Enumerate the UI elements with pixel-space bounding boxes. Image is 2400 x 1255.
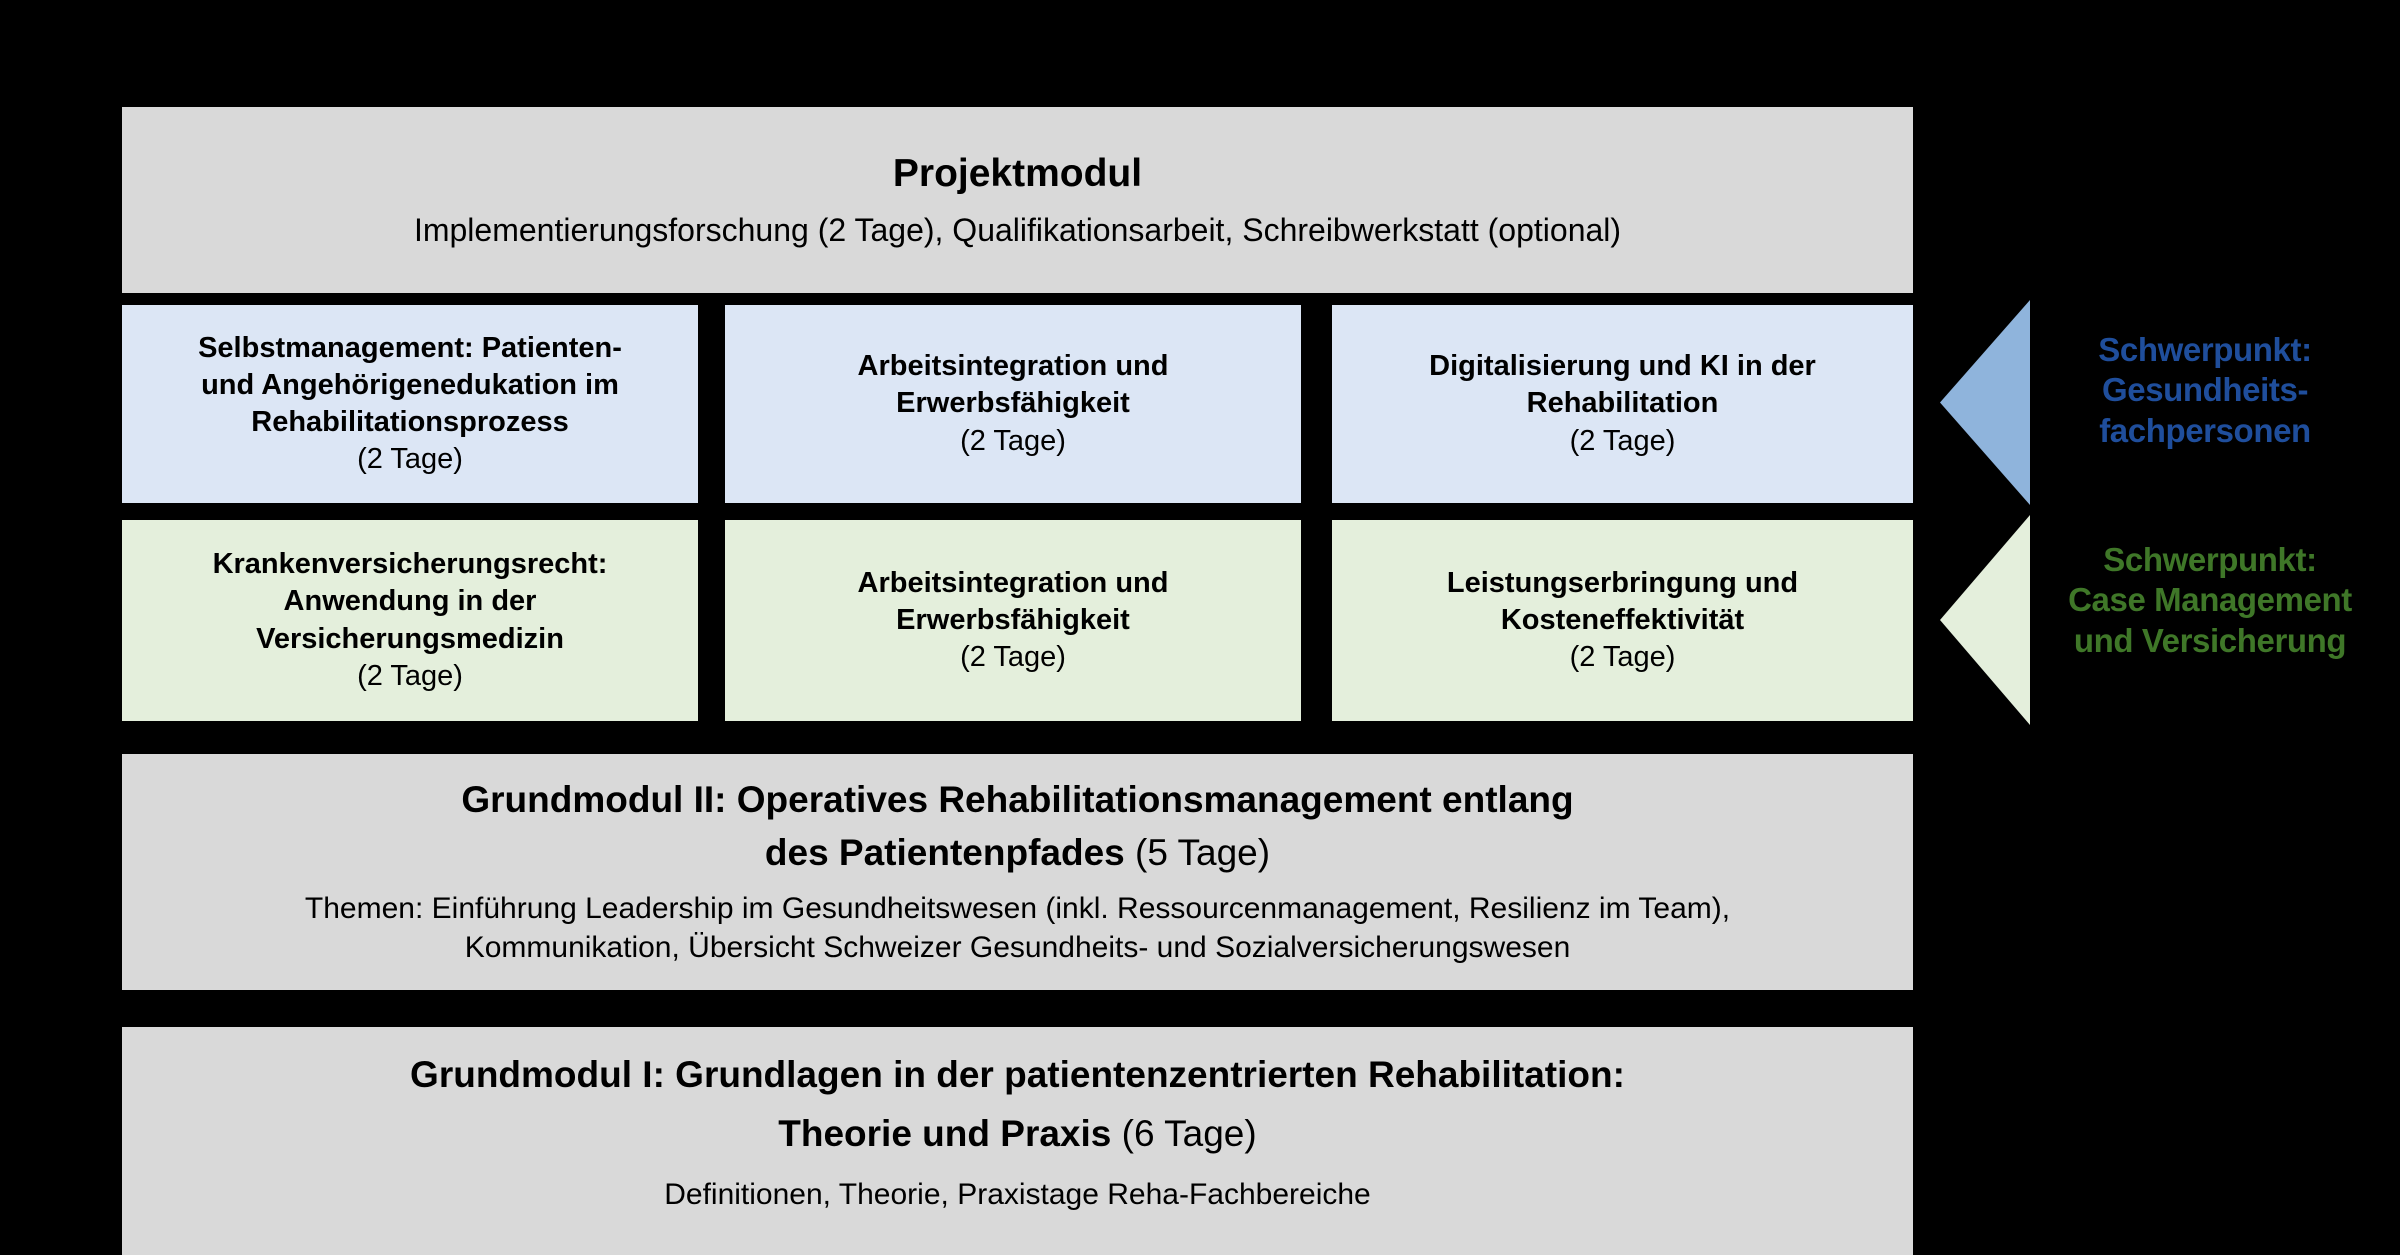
module-duration: (2 Tage) (960, 641, 1066, 674)
grundmodul-2-title-line2 (765, 829, 1270, 876)
module-line: Leistungserbringung und (1446, 566, 1799, 599)
focus-label-gesundheitsfachpersonen (2040, 330, 2370, 451)
module-line: Rehabilitation (1526, 387, 1719, 420)
module-line: Erwerbsfähigkeit (896, 603, 1130, 636)
module-line: Erwerbsfähigkeit (896, 387, 1130, 420)
grundmodul-1-title-line2-bold: Theorie und Praxis (778, 1113, 1112, 1155)
focus-label-line: Gesundheits- (2101, 371, 2309, 409)
grundmodul-1-subtitle: Definitionen, Theorie, Praxistage Reha-Fachbereiche (664, 1177, 1371, 1211)
focus-label-line: Schwerpunkt: (2103, 541, 2317, 578)
module-duration: (2 Tage) (357, 443, 463, 476)
module-duration: (2 Tage) (357, 659, 463, 692)
grundmodul-1-box (120, 1025, 1915, 1255)
arrow-left-icon-green (1940, 515, 2030, 725)
module-digitalisierung-ki (1330, 303, 1915, 505)
projektmodul-title: Projektmodul (892, 151, 1143, 195)
grundmodul-1-title-line2 (778, 1110, 1256, 1157)
module-line: Krankenversicherungsrecht: (212, 548, 608, 581)
grundmodul-2-subtitle-line1: Themen: Einführung Leadership im Gesundheitswesen (inkl. Ressourcenmanagement, Resilienz im Team), (304, 891, 1731, 925)
module-arbeitsintegration-gruen (723, 518, 1303, 723)
grundmodul-2-duration: (5 Tage) (1135, 832, 1271, 874)
module-line: Selbstmanagement: Patienten- (198, 331, 622, 364)
projektmodul-subtitle: Implementierungsforschung (2 Tage), Qualifikationsarbeit, Schreibwerkstatt (optional) (413, 212, 1622, 249)
module-line: Digitalisierung und KI in der (1429, 350, 1816, 383)
focus-label-case-management (2040, 540, 2380, 661)
focus-label-line: und Versicherung (2073, 621, 2347, 659)
arrow-left-icon-blue (1940, 300, 2030, 505)
focus-label-line: Schwerpunkt: (2098, 331, 2312, 368)
projektmodul-box (120, 105, 1915, 295)
focus-label-line: fachpersonen (2099, 411, 2311, 449)
grundmodul-1-duration: (6 Tage) (1121, 1113, 1257, 1155)
module-line: Arbeitsintegration und (857, 350, 1169, 383)
module-selbstmanagement (120, 303, 700, 505)
module-duration: (2 Tage) (960, 424, 1066, 457)
grundmodul-2-subtitle (305, 889, 1730, 968)
module-line: Anwendung in der (283, 585, 537, 618)
module-line: und Angehörigenedukation im (201, 368, 619, 401)
module-leistungserbringung (1330, 518, 1915, 723)
grundmodul-2-subtitle-line2: Kommunikation, Übersicht Schweizer Gesundheits- und Sozialversicherungswesen (464, 931, 1571, 965)
focus-label-line: Case Management (2068, 581, 2352, 619)
module-duration: (2 Tage) (1569, 424, 1676, 457)
grundmodul-2-box (120, 752, 1915, 992)
module-line: Kosteneffektivität (1500, 603, 1745, 636)
module-duration: (2 Tage) (1569, 641, 1676, 674)
grundmodul-1-title-line1: Grundmodul I: Grundlagen in der patientenzentrierten Rehabilitation: (410, 1054, 1625, 1095)
module-arbeitsintegration-blau (723, 303, 1303, 505)
grundmodul-2-title-line2-bold: des Patientenpfades (764, 832, 1125, 874)
module-krankenversicherungsrecht (120, 518, 700, 723)
grundmodul-2-title-line1: Grundmodul II: Operatives Rehabilitationsmanagement entlang (461, 779, 1574, 821)
module-line: Rehabilitationsprozess (251, 406, 569, 438)
module-line: Arbeitsintegration und (857, 566, 1169, 599)
module-line: Versicherungsmedizin (256, 622, 564, 655)
